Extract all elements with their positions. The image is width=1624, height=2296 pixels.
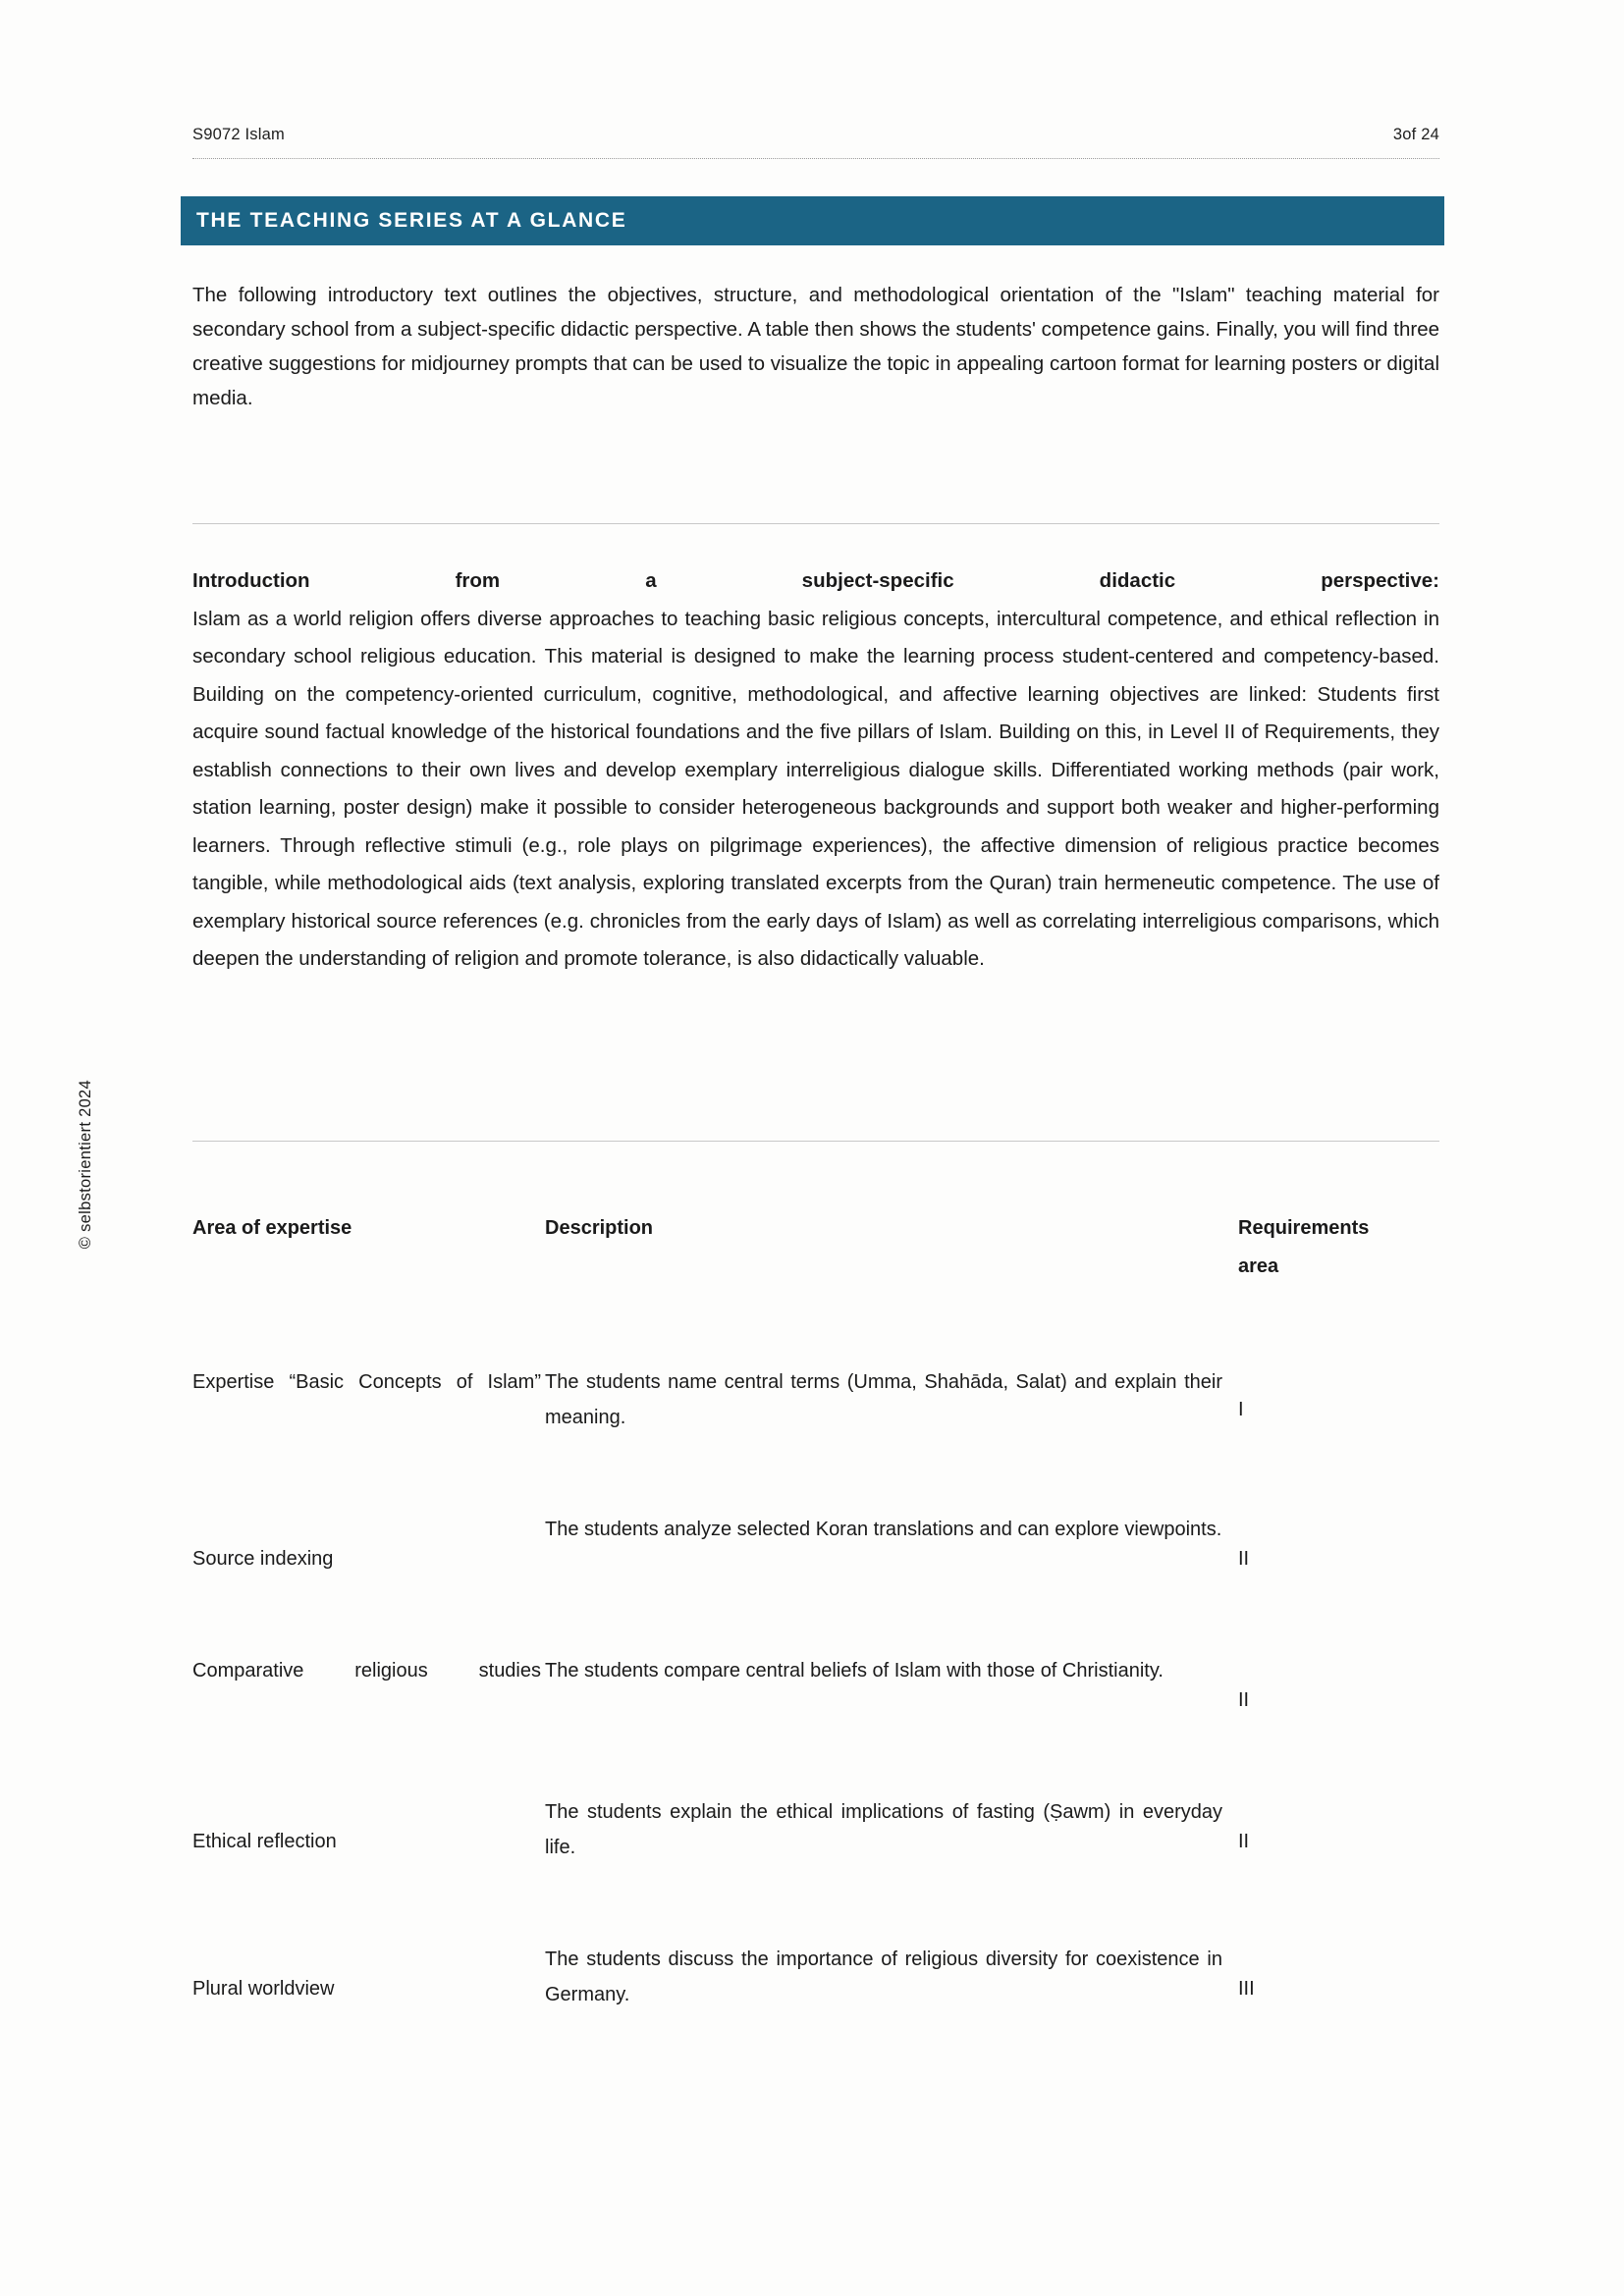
table-row bbox=[192, 1942, 1439, 2012]
copyright-notice: © selbstorientiert 2024 bbox=[77, 1080, 94, 1250]
document-code: S9072 Islam bbox=[192, 126, 285, 143]
cell-area: Ethical reflection bbox=[192, 1831, 337, 1852]
section-banner bbox=[181, 196, 1444, 245]
cell-requirement: II bbox=[1238, 1689, 1250, 1711]
cell-requirement: II bbox=[1238, 1548, 1250, 1570]
cell-description: The students name central terms (Umma, Shahāda, Salat) and explain their meaning. bbox=[545, 1371, 1222, 1428]
page-header bbox=[192, 126, 1439, 144]
intro-paragraph: The following introductory text outlines the objectives, structure, and methodological orientation of the "Islam" teaching material for secondary school from a subject-specific didactic perspective. A table then shows the students' competence gains. Finally, you will find three creative suggestions for midjourney prompts that can be used to visualize the topic in appealing cartoon format for learning posters or digital media. bbox=[192, 284, 1439, 409]
cell-requirement: I bbox=[1238, 1399, 1244, 1420]
competence-table bbox=[192, 1209, 1439, 2089]
table-row bbox=[192, 1653, 1439, 1718]
cell-requirement: III bbox=[1238, 1978, 1255, 2000]
didactic-body: Islam as a world religion offers diverse approaches to teaching basic religious concepts, intercultural competence, and ethical reflection in secondary school religious education. This material is designed to make the learning process student-centered and competency-based. Building on the competency-oriented curriculum, cognitive, methodological, and affective learning objectives are linked: Students first acquire sound factual knowledge of the historical foundations and the five pillars of Islam. Building on this, in Level II of Requirements, they establish connections to their own lives and develop exemplary interreligious dialogue skills. Differentiated working methods (pair work, station learning, poster design) make it possible to consider heterogeneous backgrounds and support both weaker and higher-performing learners. Through reflective stimuli (e.g., role plays on pilgrimage experiences), the affective dimension of religious practice becomes tangible, while methodological aids (text analysis, exploring translated excerpts from the Quran) train hermeneutic competence. The use of exemplary historical source references (e.g. chronicles from the early days of Islam) as well as correlating interreligious comparisons, which deepen the understanding of religion and promote tolerance, is also didactically valuable. bbox=[192, 607, 1439, 970]
column-header-requirements bbox=[1238, 1209, 1435, 1286]
didactic-section bbox=[192, 562, 1439, 979]
cell-description: The students explain the ethical implications of fasting (Ṣawm) in everyday life. bbox=[545, 1801, 1222, 1858]
cell-description: The students discuss the importance of religious diversity for coexistence in Germany. bbox=[545, 1949, 1222, 2005]
divider-2 bbox=[192, 1141, 1439, 1142]
lead-word-3: a bbox=[645, 569, 657, 592]
lead-word-2: from bbox=[455, 569, 501, 592]
table-row bbox=[192, 1794, 1439, 1865]
didactic-lead-line bbox=[192, 562, 1439, 601]
page-number: 3of 24 bbox=[1392, 126, 1439, 143]
table-row bbox=[192, 1512, 1439, 1576]
cell-area: Plural worldview bbox=[192, 1978, 335, 2000]
lead-word-1: Introduction bbox=[192, 569, 310, 592]
header-divider bbox=[192, 158, 1439, 159]
column-header-requirements-line1: Requirements bbox=[1238, 1217, 1370, 1239]
cell-description: The students compare central beliefs of Islam with those of Christianity. bbox=[545, 1660, 1164, 1682]
section-banner-title: THE TEACHING SERIES AT A GLANCE bbox=[196, 209, 627, 232]
cell-area: Expertise “Basic Concepts of Islam” bbox=[192, 1371, 541, 1393]
cell-area: Source indexing bbox=[192, 1548, 334, 1570]
lead-word-4: subject-specific bbox=[801, 569, 954, 592]
column-header-area: Area of expertise bbox=[192, 1217, 352, 1239]
divider-1 bbox=[192, 523, 1439, 524]
column-header-description: Description bbox=[545, 1217, 654, 1239]
table-row bbox=[192, 1364, 1439, 1435]
lead-word-5: didactic bbox=[1099, 569, 1176, 592]
lead-word-6: perspective: bbox=[1321, 569, 1439, 592]
cell-area: Comparative religious studies bbox=[192, 1660, 541, 1682]
column-header-requirements-line2: area bbox=[1238, 1255, 1279, 1277]
table-header-row bbox=[192, 1209, 1439, 1286]
cell-description: The students analyze selected Koran translations and can explore viewpoints. bbox=[545, 1519, 1222, 1540]
cell-requirement: II bbox=[1238, 1831, 1250, 1852]
